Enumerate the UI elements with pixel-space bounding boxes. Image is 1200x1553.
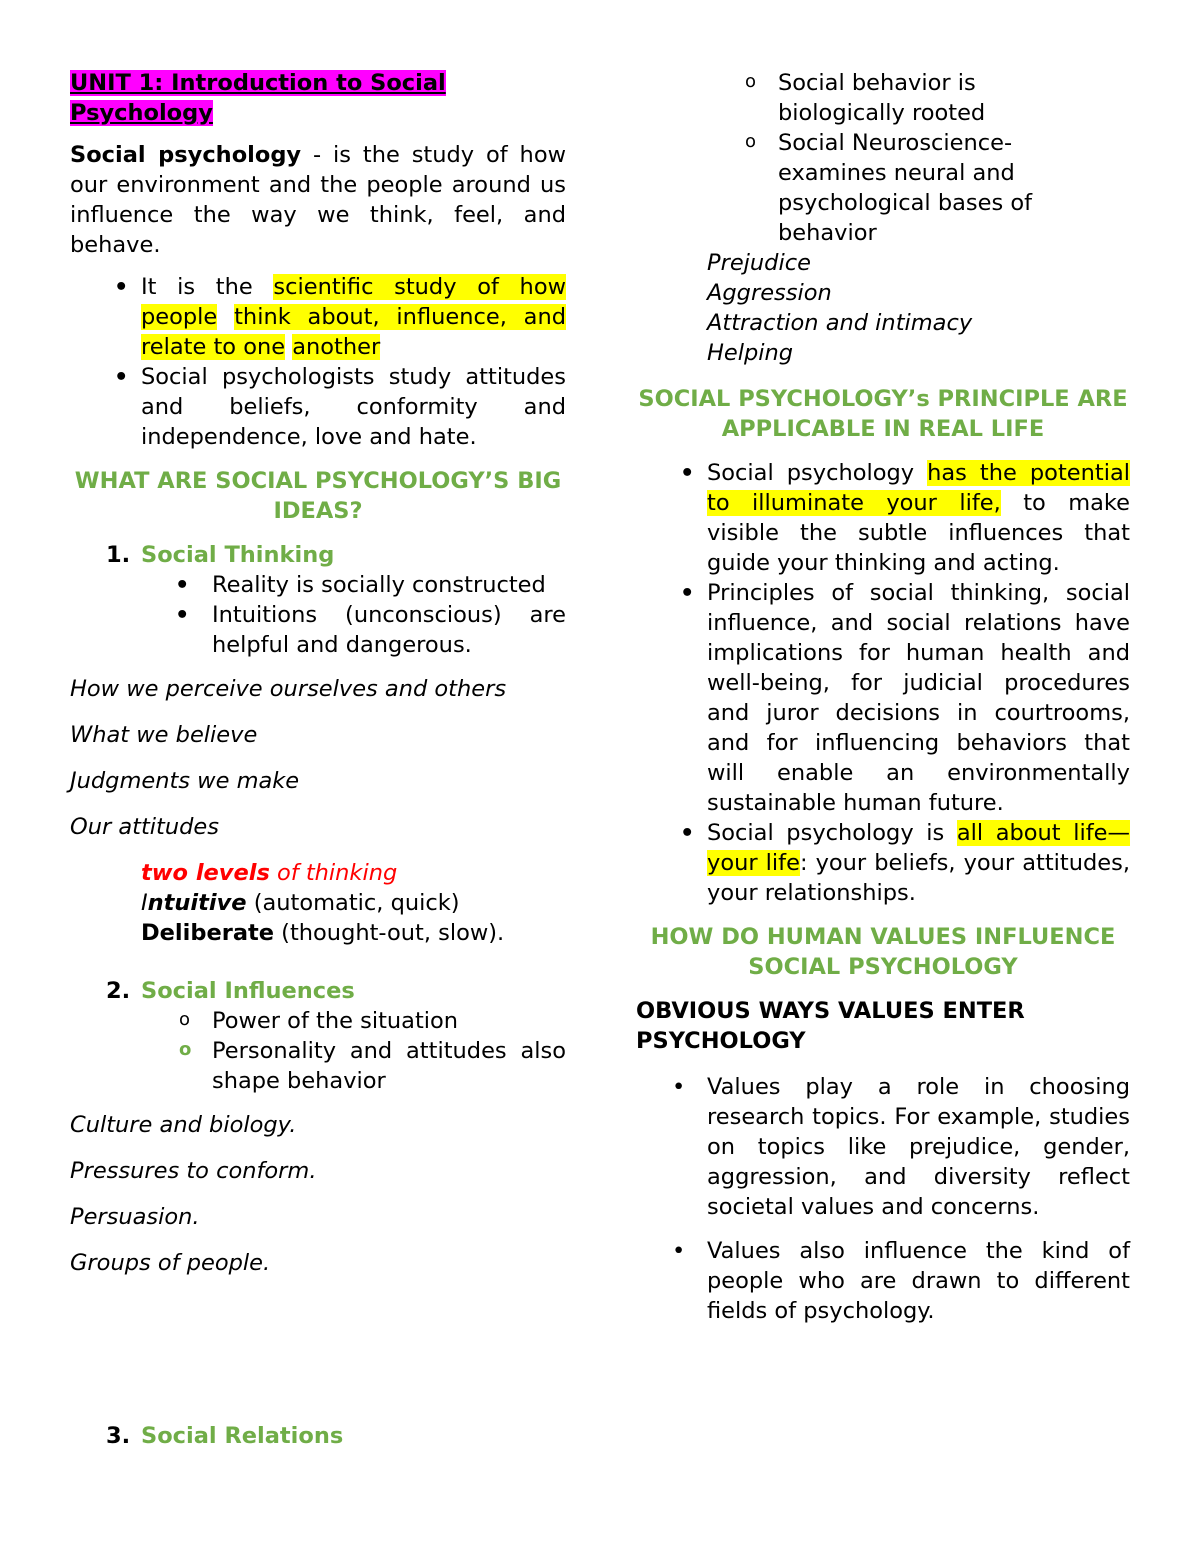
rt-topic-1: Prejudice [707, 250, 811, 276]
social-thinking-number: 1. [106, 542, 131, 568]
intro-bullet-1-highlight-3: another [292, 334, 381, 360]
intuitive-line [141, 888, 566, 918]
social-thinking-title: Social Thinking [141, 542, 335, 568]
social-relations-number: 3. [106, 1423, 131, 1449]
st-bullet-2: • Intuitions (unconscious) are helpful and dangerous. [141, 600, 566, 660]
intro-bullet-list [70, 272, 566, 452]
real-life-bullet-1 [636, 458, 1130, 578]
thinking-levels-title [141, 858, 566, 888]
thinking-levels-rest: of thinking [269, 860, 398, 886]
real-life-heading: SOCIAL PSYCHOLOGY’s PRINCIPLE ARE APPLICABLE IN REAL LIFE [638, 386, 1128, 442]
rl-b1-post: to make visible the subtle influences that guide your thinking and acting. [707, 490, 1130, 576]
right-top-items [636, 68, 1130, 248]
si-topic-2: Pressures to conform. [70, 1158, 317, 1184]
deliberate-desc: (thought-out, slow). [274, 920, 505, 946]
st-bullet-1: • Reality is socially constructed [141, 570, 566, 600]
st-topic-2: What we believe [70, 722, 258, 748]
intro-definition-text: is the study of how our environment and the people around us influence the way we think, feel, and behave. [70, 142, 566, 258]
values-bullets [636, 1072, 1130, 1326]
st-topic-4: Our attitudes [70, 814, 219, 840]
intuitive-initial: I [141, 890, 148, 916]
social-relations-title: Social Relations [141, 1423, 344, 1449]
values-subheading: OBVIOUS WAYS VALUES ENTER PSYCHOLOGY [636, 998, 1025, 1054]
right-column [636, 68, 1130, 1326]
social-influences-number: 2. [106, 978, 131, 1004]
rl-b3-pre: Social psychology is [707, 820, 957, 846]
real-life-bullets [636, 458, 1130, 908]
intro-bullet-1 [70, 272, 566, 362]
left-column [70, 68, 566, 1449]
rt-topic-4: Helping [707, 340, 794, 366]
social-thinking-bullets [70, 570, 566, 660]
social-influences-items [70, 1006, 566, 1096]
real-life-bullet-2: • Principles of social thinking, social influence, and social relations have implications for human health and well-being, for judicial procedures and juror decisions in courtrooms, and for influencing behaviors that will enable an environmentally sustainable human future. [636, 578, 1130, 818]
rt-item-1: o Social behavior is biologically rooted [707, 68, 1130, 128]
rl-b1-highlight: has the potential to illuminate your life, [707, 460, 1130, 516]
social-thinking-heading [70, 540, 566, 570]
si-topic-1: Culture and biology. [70, 1112, 297, 1138]
big-ideas-heading: WHAT ARE SOCIAL PSYCHOLOGY’S BIG IDEAS? [74, 468, 562, 524]
intro-term: Social psychology [70, 142, 302, 168]
intro-bullet-1-space-1 [217, 304, 234, 330]
thinking-levels [70, 858, 566, 948]
deliberate-line [141, 918, 566, 948]
intro-bullet-2: • Social psychologists study attitudes and beliefs, conformity and independence, love and hate. [70, 362, 566, 452]
unit-title [70, 68, 566, 128]
si-item-2: o Personality and attitudes also shape behavior [141, 1036, 566, 1096]
intro-bullet-1-highlight-2: think about, influence, and relate to one [141, 304, 566, 360]
social-influences-title: Social Influences [141, 978, 355, 1004]
values-bullet-2: • Values also influence the kind of people who are drawn to different fields of psychology. [636, 1236, 1130, 1326]
right-topics [636, 248, 1130, 368]
rt-topic-3: Attraction and intimacy [707, 310, 973, 336]
thinking-levels-bold: two levels [141, 860, 270, 886]
rl-b1-pre: Social psychology [707, 460, 928, 486]
si-topic-4: Groups of people. [70, 1250, 271, 1276]
intuitive-desc: (automatic, quick) [246, 890, 460, 916]
intro-bullet-1-pre: It is the [141, 274, 274, 300]
intro-dash: - [301, 142, 334, 168]
si-topic-3: Persuasion. [70, 1204, 200, 1230]
intuitive-term: ntuitive [147, 890, 247, 916]
values-heading: HOW DO HUMAN VALUES INFLUENCE SOCIAL PSYCHOLOGY [650, 924, 1116, 980]
social-relations-heading [70, 1421, 566, 1451]
rt-topic-2: Aggression [707, 280, 832, 306]
intro-definition [70, 140, 566, 260]
real-life-bullet-3 [636, 818, 1130, 908]
rl-b3-highlight: all about life—your life [707, 820, 1130, 876]
si-item-1: o Power of the situation [141, 1006, 566, 1036]
social-influences-heading [70, 976, 566, 1006]
intro-bullet-1-highlight-1: scientific study of how people [141, 274, 566, 330]
st-topic-1: How we perceive ourselves and others [70, 676, 507, 702]
deliberate-term: Deliberate [141, 920, 275, 946]
st-topic-3: Judgments we make [70, 768, 300, 794]
rt-item-2: o Social Neuroscience- examines neural and psychological bases of behavior [707, 128, 1130, 248]
values-bullet-1: • Values play a role in choosing research topics. For example, studies on topics like prejudice, gender, aggression, and diversity reflect societal values and concerns. [636, 1072, 1130, 1222]
rl-b3-post: : your beliefs, your attitudes, your relationships. [707, 850, 1131, 906]
unit-title-text: UNIT 1: Introduction to Social Psychology [70, 70, 446, 126]
